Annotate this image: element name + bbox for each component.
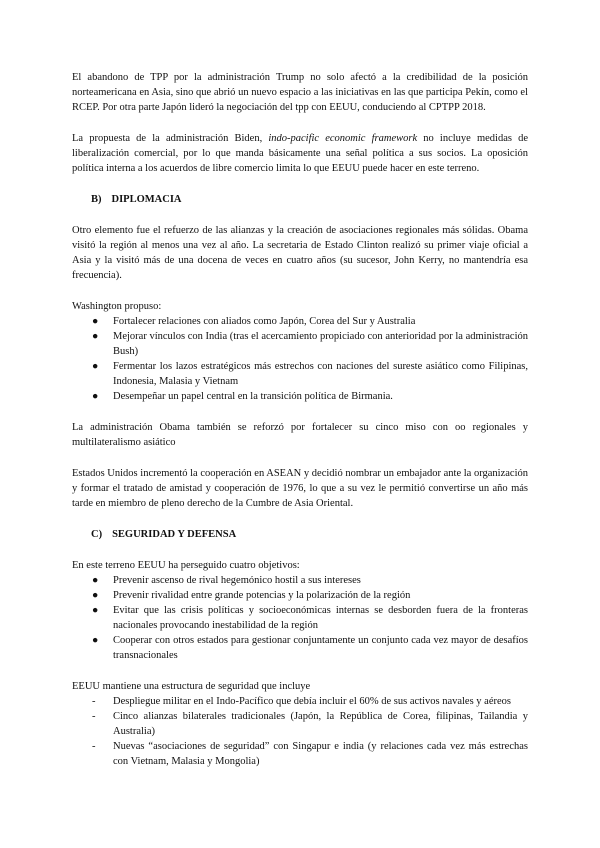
bullet-icon: ● <box>92 590 99 601</box>
paragraph-biden-italic: indo-pacific economic framework <box>268 133 418 144</box>
bullet-icon: ● <box>92 361 99 372</box>
bullet-icon: ● <box>92 316 99 327</box>
list-item <box>72 709 528 739</box>
list-item <box>72 588 528 603</box>
paragraph-obama: La administración Obama también se reforzó por fortalecer su cinco miso con oo regionales y multilateralismo asiático <box>72 422 528 448</box>
bullet-list-washington <box>72 314 528 404</box>
paragraph-washington: Washington propuso: <box>72 301 162 312</box>
list-item <box>72 694 528 709</box>
paragraph-objetivos: En este terreno EEUU ha perseguido cuatro objetivos: <box>72 560 300 571</box>
list-item <box>72 603 528 633</box>
section-heading-seguridad <box>91 527 528 542</box>
bullet-icon: ● <box>92 605 99 616</box>
dash-icon: - <box>92 741 96 752</box>
bullet-list-objetivos <box>72 573 528 663</box>
list-item <box>72 739 528 769</box>
bullet-icon: ● <box>92 635 99 646</box>
list-item-text: Evitar que las crisis políticas y socioeconómicas internas se desborden fuera de la fronteras nacionales provocando inestabilidad de la región <box>113 605 528 631</box>
section-number: C) <box>91 529 103 540</box>
dash-list-estructura <box>72 694 528 769</box>
list-item-text: Cinco alianzas bilaterales tradicionales (Japón, la República de Corea, filipinas, Tailandia y Australia) <box>113 711 528 737</box>
list-item <box>72 389 528 404</box>
list-item-text: Fortalecer relaciones con aliados como Japón, Corea del Sur y Australia <box>113 316 416 327</box>
list-item <box>72 329 528 359</box>
section-number: B) <box>91 194 102 205</box>
list-item <box>72 633 528 663</box>
section-title: DIPLOMACIA <box>111 194 182 205</box>
paragraph-biden-start: La propuesta de la administración Biden, <box>72 133 269 144</box>
section-heading-diplomacia <box>91 192 528 207</box>
list-item <box>72 573 528 588</box>
list-item-text: Desempeñar un papel central en la transición política de Birmania. <box>113 391 393 402</box>
list-item <box>72 314 528 329</box>
paragraph-estructura: EEUU mantiene una estructura de seguridad que incluye <box>72 681 311 692</box>
list-item-text: Despliegue militar en el Indo-Pacífico que debía incluir el 60% de sus activos navales y aéreos <box>113 696 511 707</box>
section-title: SEGURIDAD Y DEFENSA <box>112 529 237 540</box>
paragraph-biden <box>72 131 528 176</box>
list-item-text: Nuevas “asociaciones de seguridad” con Singapur e india (y relaciones cada vez más estrechas con Vietnam, Malasia y Mongolia) <box>113 741 528 767</box>
list-item <box>72 359 528 389</box>
list-item-text: Prevenir rivalidad entre grande potencias y la polarización de la región <box>113 590 411 601</box>
list-item-text: Mejorar vínculos con India (tras el acercamiento propiciado con anterioridad por la administración Bush) <box>113 331 528 357</box>
list-item-text: Fermentar los lazos estratégicos más estrechos con naciones del sureste asiático como Filipinas, Indonesia, Malasia y Vietnam <box>113 361 528 387</box>
list-item-text: Prevenir ascenso de rival hegemónico hostil a sus intereses <box>113 575 361 586</box>
paragraph-tpp: El abandono de TPP por la administración Trump no solo afectó a la credibilidad de la posición norteamericana en Asia, sino que abrió un nuevo espacio a las iniciativas en las que participa Pekín, como el RCEP. Por otra parte Japón lideró la negociación del tpp con EEUU, conduciendo al CPTPP 2018. <box>72 72 528 113</box>
bullet-icon: ● <box>92 575 99 586</box>
list-item-text: Cooperar con otros estados para gestionar conjuntamente un conjunto cada vez mayor de desafíos transnacionales <box>113 635 528 661</box>
bullet-icon: ● <box>92 391 99 402</box>
dash-icon: - <box>92 711 96 722</box>
bullet-icon: ● <box>92 331 99 342</box>
paragraph-biden-end: no incluye medidas de liberalización comercial, por lo que manda básicamente una señal política a sus socios. La oposición política interna a los acuerdos de libre comercio limita lo que EEUU puede hacer en este terreno. <box>72 133 529 174</box>
paragraph-alianzas: Otro elemento fue el refuerzo de las alianzas y la creación de asociaciones regionales más sólidas. Obama visitó la región al menos una vez al año. La secretaria de Estado Clinton realizó su primer viaje oficial a Asia y la visitó más de una docena de veces en cuatro años (su sucesor, John Kerry, no mantendría esa frecuencia). <box>72 225 528 281</box>
dash-icon: - <box>92 696 96 707</box>
paragraph-asean: Estados Unidos incrementó la cooperación en ASEAN y decidió nombrar un embajador ante la organización y formar el tratado de amistad y cooperación de 1976, lo que a su vez le permitió convertirse un año más tarde en miembro de pleno derecho de la Cumbre de Asia Oriental. <box>72 468 528 509</box>
